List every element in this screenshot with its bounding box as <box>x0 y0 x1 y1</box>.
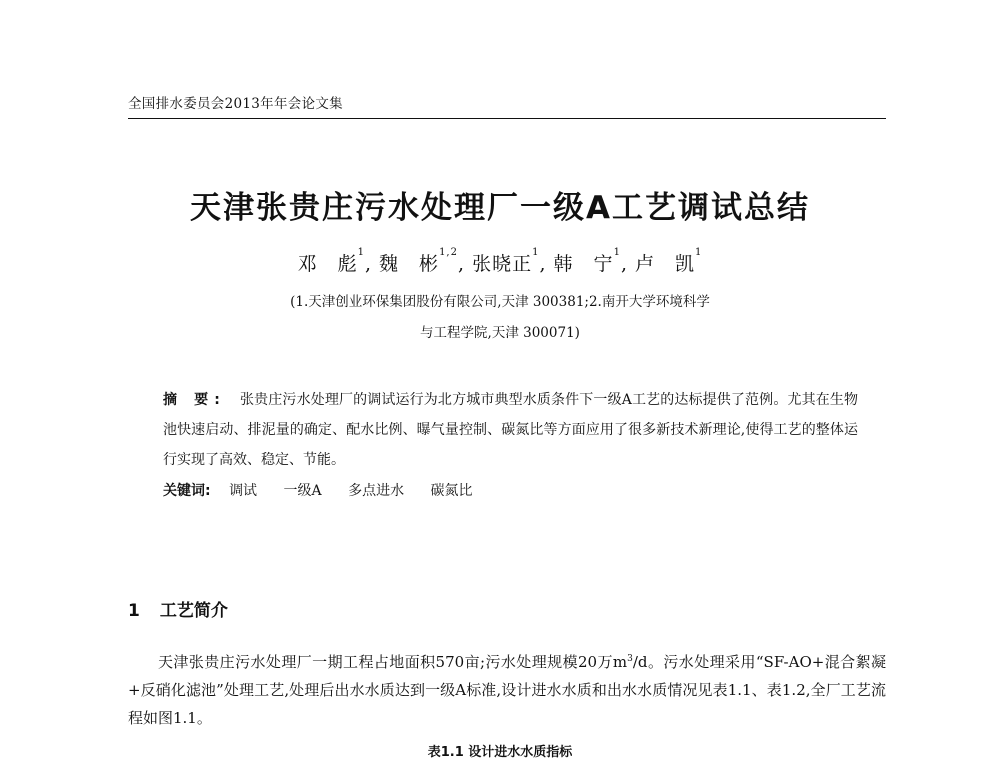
author-name: 魏 彬 <box>379 253 440 275</box>
keyword: 碳氮比 <box>430 483 473 499</box>
body-paragraph <box>128 645 886 732</box>
abstract-label: 摘 要: <box>163 392 226 408</box>
author-affiliation-mark: 1,2 <box>439 247 458 258</box>
affiliation-line-1: (1.天津创业环保集团股份有限公司,天津 300381;2.南开大学环境科学 <box>290 294 710 310</box>
keywords-label: 关键词: <box>163 483 211 499</box>
unit-superscript: 3 <box>627 654 633 664</box>
body-text-part: /d。污水处理采用“SF-AO+混合絮凝+反硝化滤池”处理工艺,处理后出水水质达到一级A标准,设计进水水质和出水水质情况见表1.1、表1.2,全厂工艺流程如图1.1。 <box>128 653 886 727</box>
author-affiliation-mark: 1 <box>695 247 703 258</box>
section-number: 1 <box>128 601 140 621</box>
table-caption: 表1.1 设计进水水质指标 <box>427 745 573 760</box>
keyword: 多点进水 <box>348 483 405 499</box>
author-name: 卢 凯 <box>635 253 696 275</box>
body-text-part: 天津张贵庄污水处理厂一期工程占地面积570亩;污水处理规模20万m <box>158 653 628 671</box>
abstract <box>163 385 858 475</box>
paper-title: 天津张贵庄污水处理厂一级A工艺调试总结 <box>190 190 810 226</box>
section-heading <box>128 596 228 621</box>
author-affiliation-mark: 1 <box>532 247 540 258</box>
author-list: 邓 彪$^1$, 魏 彬$^{1,2}$, 张晓正$^1$, 韩 宁$^1$, 卢 凯$^1$ <box>297 247 703 275</box>
author-name: 邓 彪 <box>297 253 358 275</box>
keyword: 一级A <box>283 483 322 499</box>
keywords <box>163 480 495 500</box>
section-title: 工艺简介 <box>159 601 228 621</box>
header-divider <box>128 118 886 119</box>
running-header: 全国排水委员会2013年年会论文集 <box>128 96 343 112</box>
author-affiliation-mark: 1 <box>357 247 365 258</box>
author-name: 张晓正 <box>472 253 533 275</box>
keyword: 调试 <box>229 483 258 499</box>
author-name: 韩 宁 <box>553 253 614 275</box>
abstract-text: 张贵庄污水处理厂的调试运行为北方城市典型水质条件下一级A工艺的达标提供了范例。尤其在生物池快速启动、排泥量的确定、配水比例、曝气量控制、碳氮比等方面应用了很多新技术新理论,使得工艺的整体运行实现了高效、稳定、节能。 <box>163 392 858 468</box>
affiliation-line-2: 与工程学院,天津 300071) <box>420 325 580 341</box>
author-affiliation-mark: 1 <box>613 247 621 258</box>
